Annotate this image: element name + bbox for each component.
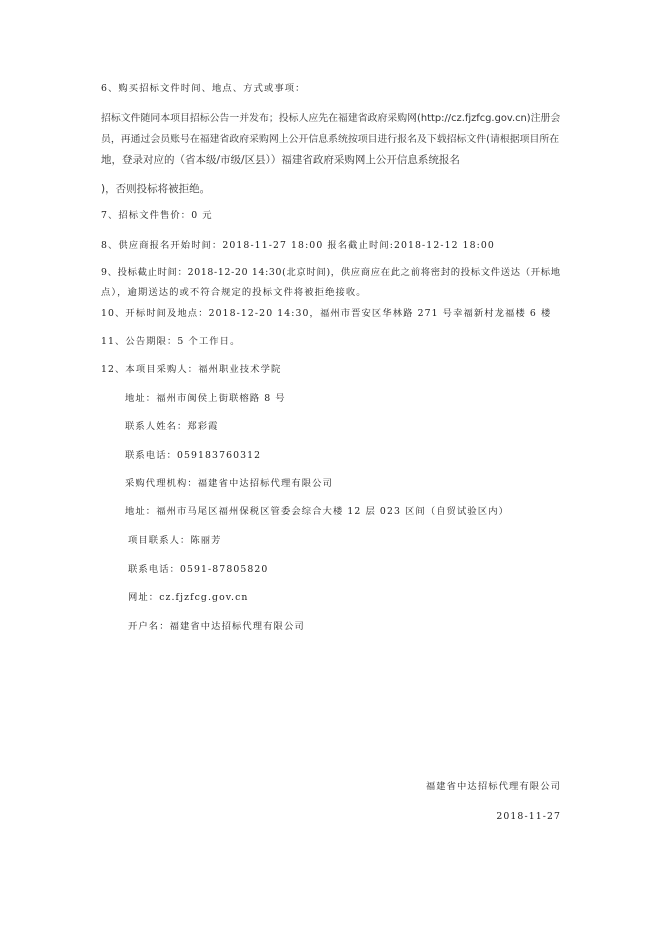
item6-body-line3: 地，登录对应的（省本级/市级/区县））福建省政府采购网上公开信息系统报名	[101, 154, 460, 166]
purchaser-contact-name: 联系人姓名：郑彩霞	[125, 421, 219, 432]
agency-phone: 联系电话：0591-87805820	[128, 564, 269, 575]
signature-date: 2018-11-27	[496, 811, 561, 822]
item6-body-line2: 员，再通过会员账号在福建省政府采购网上公开信息系统按项目进行报名及下载招标文件(请根据项目所在	[101, 134, 560, 145]
item10-opening: 10、开标时间及地点：2018-12-20 14:30，福州市晋安区华林路 271 号幸福新村龙福楼 6 楼	[101, 308, 552, 319]
procurement-agency: 采购代理机构：福建省中达招标代理有限公司	[125, 478, 333, 489]
project-contact: 项目联系人：陈丽芳	[128, 535, 222, 546]
signature-company: 福建省中达招标代理有限公司	[425, 781, 561, 792]
item7-price: 7、招标文件售价：0 元	[101, 210, 213, 221]
item8-registration-time: 8、供应商报名开始时间：2018-11-27 18:00 报名截止时间:2018-12-12 18:00	[101, 240, 495, 251]
purchaser-contact-phone: 联系电话：059183760312	[125, 450, 262, 461]
account-name: 开户名：福建省中达招标代理有限公司	[128, 621, 305, 632]
agency-address: 地址：福州市马尾区福州保税区管委会综合大楼 12 层 023 区间（自贸试验区内）	[125, 506, 509, 517]
item11-notice-period: 11、公告期限：5 个工作日。	[101, 336, 241, 347]
item12-purchaser: 12、本项目采购人：福州职业技术学院	[101, 364, 282, 375]
item6-heading: 6、购买招标文件时间、地点、方式或事项：	[101, 83, 306, 94]
item6-body-line4: )，否则投标将被拒绝。	[101, 183, 211, 195]
item9-deadline-line1: 9、投标截止时间：2018-12-20 14:30(北京时间)，供应商应在此之前将密封的投标文件送达（开标地	[101, 267, 561, 278]
item6-body-line1: 招标文件随同本项目招标公告一并发布；投标人应先在福建省政府采购网(http://cz.fjzfcg.gov.cn)注册会	[101, 113, 561, 124]
item9-deadline-line2: 点），逾期送达的或不符合规定的投标文件将被拒绝接收。	[101, 287, 367, 298]
purchaser-address: 地址：福州市闽侯上街联榕路 8 号	[125, 393, 286, 404]
website: 网址：cz.fjzfcg.gov.cn	[128, 592, 249, 603]
